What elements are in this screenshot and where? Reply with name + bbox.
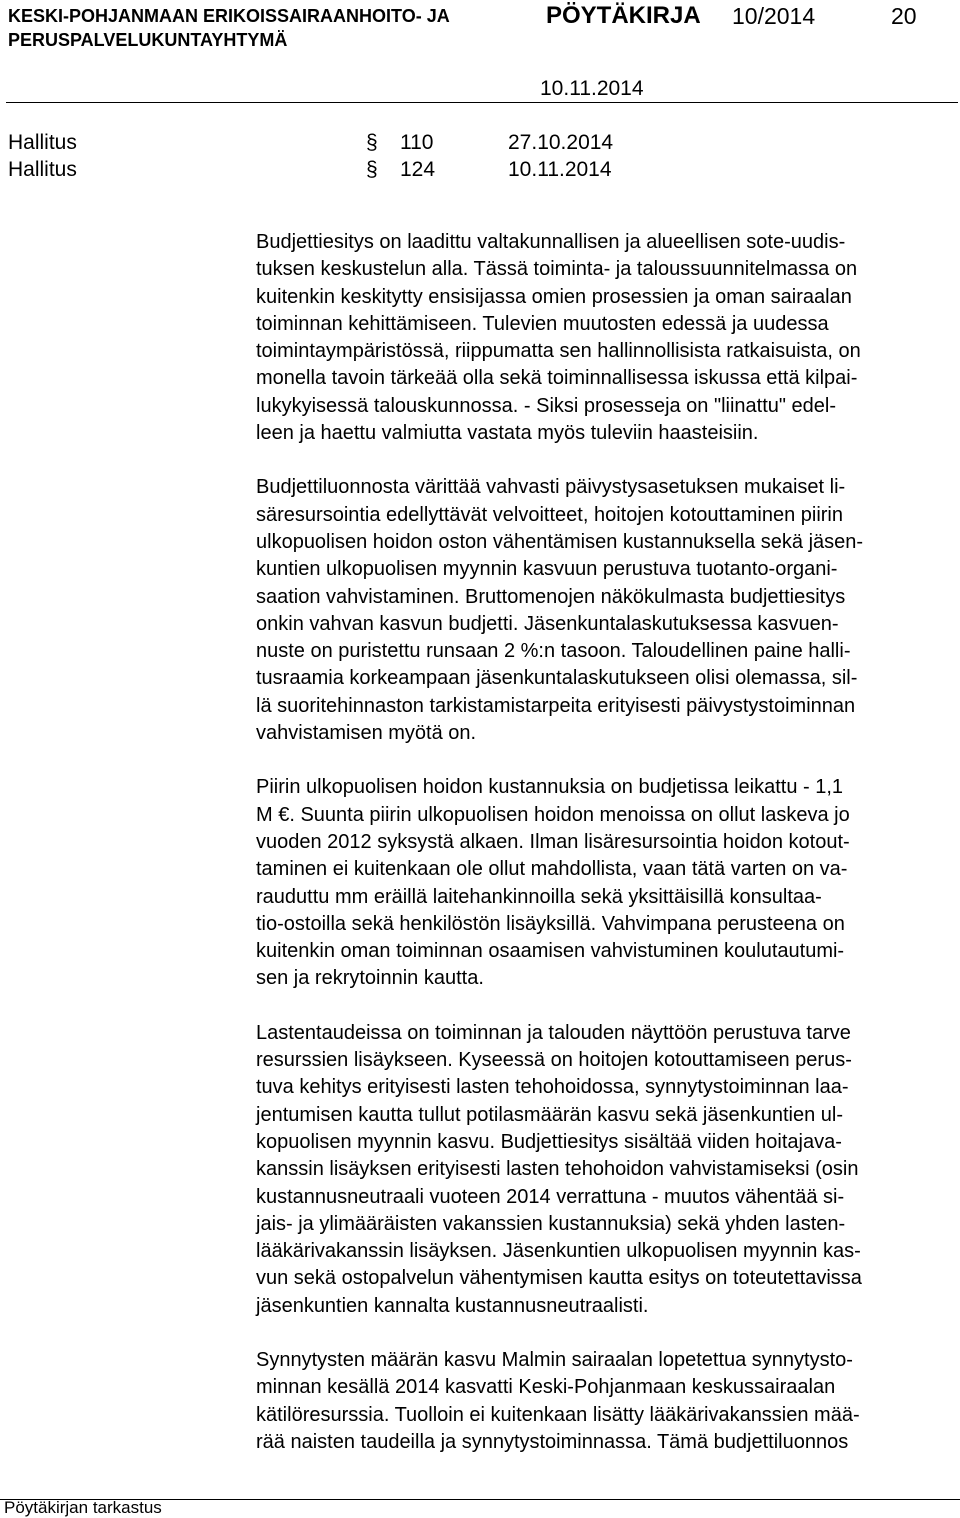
document-body <box>256 229 950 1456</box>
history-date: 27.10.2014 <box>508 131 614 154</box>
paragraph-line: kuitenkin oman toiminnan osaamisen vahvistuminen koulutautumi- <box>256 940 845 963</box>
paragraph-line: kuitenkin keskitytty ensisijassa omien prosessien ja oman sairaalan <box>256 285 852 308</box>
paragraph <box>256 774 950 992</box>
section-sign: § <box>366 131 378 154</box>
page-number: 20 <box>891 3 917 29</box>
history-section-number: 124 <box>400 158 436 181</box>
paragraph-gap <box>256 747 950 774</box>
history-body: Hallitus <box>8 158 77 181</box>
document-number: 10/2014 <box>732 3 816 29</box>
paragraph-line: M €. Suunta piirin ulkopuolisen hoidon menoissa on ollut laskeva jo <box>256 803 850 826</box>
paragraph-line: kätilöresurssia. Tuolloin ei kuitenkaan lisätty lääkärivakanssien mää- <box>256 1403 860 1426</box>
paragraph-line: vun sekä ostopalvelun vähentymisen kautta esitys on toteutettavissa <box>256 1267 862 1290</box>
paragraph-line: kanssin lisäyksen erityisesti lasten tehohoidon vahvistamiseksi (osin <box>256 1158 859 1181</box>
paragraph-line: vuoden 2012 syksystä alkaen. Ilman lisäresursointia hoidon kotout- <box>256 830 850 853</box>
paragraph-line: taminen ei kuitenkaan ole ollut mahdollista, vaan tätä varten on va- <box>256 858 848 881</box>
paragraph-line: rää naisten taudeilla ja synnytystoiminnassa. Tämä budjettiluonnos <box>256 1430 849 1453</box>
paragraph-line: toimintaympäristössä, riippumatta sen hallinnollisista ratkaisuista, on <box>256 340 861 363</box>
organization-name-line2: PERUSPALVELUKUNTAYHTYMÄ <box>8 30 288 50</box>
paragraph-line: jentumisen kautta tullut potilasmäärän kasvu sekä jäsenkuntien ul- <box>256 1103 843 1126</box>
paragraph-line: Lastentaudeissa on toiminnan ja talouden näyttöön perustuva tarve <box>256 1021 851 1044</box>
paragraph-line: tusraamia korkeampaan jäsenkuntalaskutukseen olisi olemassa, sil- <box>256 667 858 690</box>
paragraph-line: leen ja haettu valmiutta vastata myös tuleviin haasteisiin. <box>256 422 759 445</box>
paragraph-line: monella tavoin tärkeää olla sekä toiminnallisessa iskussa että kilpai- <box>256 367 858 390</box>
history-row <box>8 130 708 156</box>
paragraph-line: minnan kesällä 2014 kasvatti Keski-Pohjanmaan keskussairaalan <box>256 1376 836 1399</box>
paragraph-line: kopuolisen myynnin kasvu. Budjettiesitys sisältää viiden hoitajava- <box>256 1130 842 1153</box>
paragraph-line: jais- ja ylimääräisten vakanssien kustannuksia) sekä yhden lasten- <box>256 1212 846 1235</box>
paragraph <box>256 229 950 447</box>
paragraph-line: onkin vahvan kasvun budjetti. Jäsenkuntalaskutuksessa kasvuen- <box>256 612 839 635</box>
document-type: PÖYTÄKIRJA <box>546 2 701 29</box>
paragraph-line: Piirin ulkopuolisen hoidon kustannuksia on budjetissa leikattu - 1,1 <box>256 776 844 799</box>
paragraph-line: tuva kehitys erityisesti lasten tehohoidossa, synnytystoiminnan laa- <box>256 1076 849 1099</box>
paragraph-line: jäsenkuntien kannalta kustannusneutraalisti. <box>256 1294 649 1317</box>
paragraph <box>256 1020 950 1320</box>
history-body: Hallitus <box>8 131 77 154</box>
paragraph-line: Budjettiesitys on laadittu valtakunnallisen ja alueellisen sote-uudis- <box>256 231 846 253</box>
paragraph-line: toiminnan kehittämiseen. Tulevien muutosten edessä ja uudessa <box>256 312 829 335</box>
paragraph-line: sen ja rekrytoinnin kautta. <box>256 967 484 990</box>
paragraph-line: vahvistamisen myötä on. <box>256 722 477 745</box>
paragraph-gap <box>256 1320 950 1347</box>
paragraph-line: lääkärivakanssin lisäyksen. Jäsenkuntien ulkopuolisen myynnin kas- <box>256 1240 861 1263</box>
paragraph <box>256 1347 950 1456</box>
paragraph-line: lukykyisessä talouskunnossa. - Siksi prosesseja on "liinattu" edel- <box>256 394 837 417</box>
paragraph-gap <box>256 993 950 1020</box>
paragraph-line: rauduttu mm eräillä laitehankinnoilla sekä yksittäisillä konsultaa- <box>256 885 822 908</box>
paragraph-line: lä suoritehinnaston tarkistamistarpeita erityisesti päivystystoiminnan <box>256 694 856 717</box>
paragraph-line: kustannusneutraali vuoteen 2014 verrattuna - muutos vähentää si- <box>256 1185 845 1208</box>
document-date: 10.11.2014 <box>540 77 644 100</box>
paragraph-line: tuksen keskustelun alla. Tässä toiminta- ja taloussuunnitelmassa on <box>256 258 858 281</box>
paragraph-line: nuste on puristettu runsaan 2 %:n tasoon. Taloudellinen paine halli- <box>256 640 851 663</box>
organization-name-line1: KESKI-POHJANMAAN ERIKOISSAIRAANHOITO- JA <box>8 6 450 26</box>
paragraph-line: Budjettiluonnosta värittää vahvasti päivystysasetuksen mukaiset li- <box>256 476 846 499</box>
footer-label: Pöytäkirjan tarkastus <box>4 1498 162 1517</box>
organization-name <box>8 4 528 52</box>
paragraph-line: saation vahvistaminen. Bruttomenojen näkökulmasta budjettiesitys <box>256 585 846 608</box>
paragraph <box>256 474 950 747</box>
paragraph-line: kuntien ulkopuolisen myynnin kasvuun perustuva tuotanto-organi- <box>256 558 838 581</box>
history-section-number: 110 <box>400 131 434 154</box>
header-divider <box>6 102 958 103</box>
paragraph-gap <box>256 447 950 474</box>
paragraph-line: ulkopuolisen hoidon oston vähentämisen kustannuksella sekä jäsen- <box>256 530 864 553</box>
paragraph-line: tio-ostoilla sekä henkilöstön lisäyksillä. Vahvimpana perusteena on <box>256 912 845 935</box>
paragraph-line: resurssien lisäykseen. Kyseessä on hoitojen kotouttamiseen perus- <box>256 1049 852 1072</box>
history-date: 10.11.2014 <box>508 158 612 181</box>
section-sign: § <box>366 158 378 181</box>
paragraph-line: säresursointia edellyttävät velvoitteet, hoitojen kotouttaminen piirin <box>256 503 843 526</box>
paragraph-line: Synnytysten määrän kasvu Malmin sairaalan lopetettua synnytysto- <box>256 1348 853 1371</box>
history-row <box>8 157 708 183</box>
